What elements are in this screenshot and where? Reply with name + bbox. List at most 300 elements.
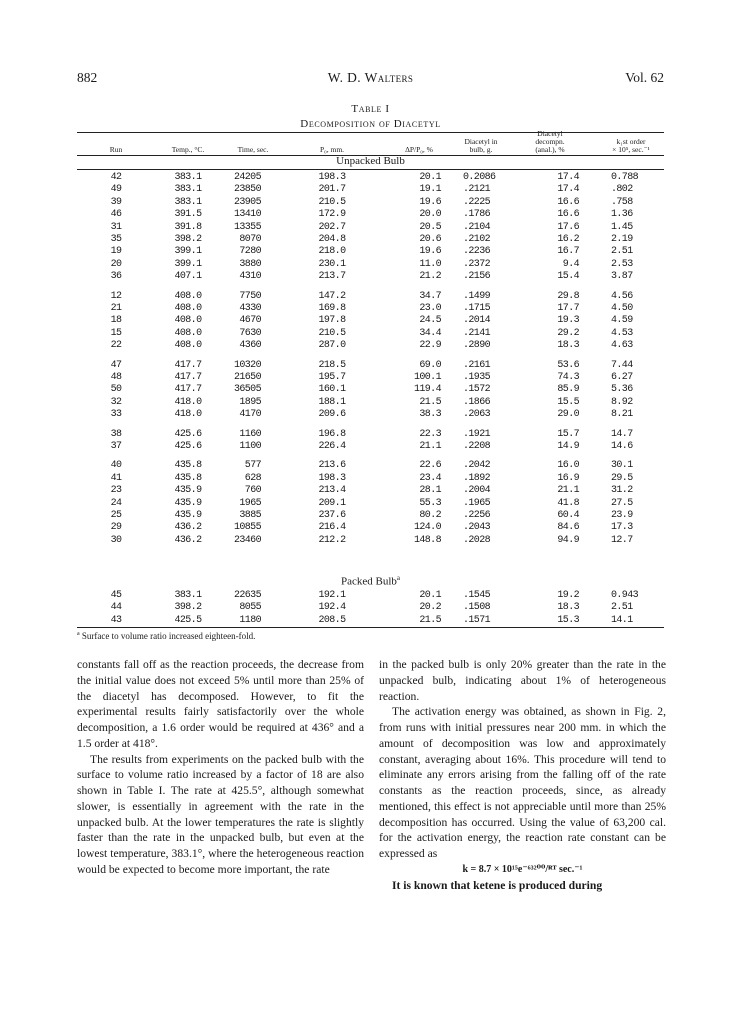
cell-decomp: 15.3 bbox=[557, 615, 579, 626]
cell-diacetyl: .2043 bbox=[463, 522, 491, 533]
table-bottom-rule bbox=[77, 627, 664, 628]
cell-run: 31 bbox=[110, 222, 122, 233]
cell-run: 23 bbox=[110, 485, 122, 496]
cell-time: 1160 bbox=[239, 429, 261, 440]
table-row bbox=[0, 271, 741, 283]
col-header-run: Run bbox=[109, 145, 123, 154]
cell-k: 2.19 bbox=[611, 234, 633, 245]
cell-diacetyl: .2014 bbox=[463, 315, 491, 326]
cell-p0: 237.6 bbox=[318, 510, 346, 521]
cell-diacetyl: .2890 bbox=[463, 340, 491, 351]
cell-temp: 425.6 bbox=[174, 429, 202, 440]
cell-time: 1100 bbox=[239, 441, 261, 452]
section-packed-footnote-mark: a bbox=[396, 574, 401, 582]
rate-equation: k = 8.7 × 10¹⁵e⁻⁶³²⁰⁰/ᴿᵀ sec.⁻¹ bbox=[462, 863, 583, 875]
cell-time: 23460 bbox=[233, 535, 261, 546]
cell-k: 31.2 bbox=[611, 485, 633, 496]
table-row bbox=[0, 328, 741, 340]
cell-decomp: 16.6 bbox=[557, 209, 579, 220]
cell-p0: 172.9 bbox=[318, 209, 346, 220]
cell-k: 7.44 bbox=[611, 360, 633, 371]
cell-run: 24 bbox=[110, 498, 122, 509]
cell-decomp: 18.3 bbox=[557, 340, 579, 351]
cell-run: 40 bbox=[110, 460, 122, 471]
table-row bbox=[0, 409, 741, 421]
cell-run: 49 bbox=[110, 184, 122, 195]
cell-decomp: 29.2 bbox=[557, 328, 579, 339]
cell-run: 47 bbox=[110, 360, 122, 371]
cell-temp: 417.7 bbox=[174, 372, 202, 383]
cell-time: 24205 bbox=[233, 172, 261, 183]
cell-diacetyl: .1935 bbox=[463, 372, 491, 383]
cell-k: 4.53 bbox=[611, 328, 633, 339]
table-row bbox=[0, 184, 741, 196]
cell-diacetyl: .1715 bbox=[463, 303, 491, 314]
table-row bbox=[0, 485, 741, 497]
cell-diacetyl: .2161 bbox=[463, 360, 491, 371]
cell-diacetyl: .1508 bbox=[463, 602, 491, 613]
cell-k: 4.63 bbox=[611, 340, 633, 351]
cell-temp: 383.1 bbox=[174, 172, 202, 183]
cell-decomp: 85.9 bbox=[557, 384, 579, 395]
cell-dp: 20.6 bbox=[419, 234, 441, 245]
cell-diacetyl: .2141 bbox=[463, 328, 491, 339]
cell-temp: 399.1 bbox=[174, 246, 202, 257]
cell-temp: 417.7 bbox=[174, 360, 202, 371]
col-header-diacetyl-line1: Diacetyl in bbox=[464, 137, 498, 146]
cell-p0: 210.5 bbox=[318, 328, 346, 339]
cell-p0: 147.2 bbox=[318, 291, 346, 302]
cell-diacetyl: .2256 bbox=[463, 510, 491, 521]
cell-dp: 124.0 bbox=[413, 522, 441, 533]
table-row bbox=[0, 372, 741, 384]
cell-p0: 216.4 bbox=[318, 522, 346, 533]
cell-k: 30.1 bbox=[611, 460, 633, 471]
cell-temp: 383.1 bbox=[174, 197, 202, 208]
cell-dp: 21.5 bbox=[419, 615, 441, 626]
cell-diacetyl: .2236 bbox=[463, 246, 491, 257]
cell-p0: 188.1 bbox=[318, 397, 346, 408]
table-title: Decomposition of Diacetyl bbox=[300, 118, 441, 130]
cell-decomp: 29.0 bbox=[557, 409, 579, 420]
cell-k: 14.7 bbox=[611, 429, 633, 440]
table-row bbox=[0, 172, 741, 184]
cell-temp: 398.2 bbox=[174, 234, 202, 245]
cell-p0: 210.5 bbox=[318, 197, 346, 208]
cell-decomp: 18.3 bbox=[557, 602, 579, 613]
cell-k: 4.56 bbox=[611, 291, 633, 302]
cell-diacetyl: .1571 bbox=[463, 615, 491, 626]
table-row bbox=[0, 340, 741, 352]
table-row bbox=[0, 441, 741, 453]
cell-dp: 21.2 bbox=[419, 271, 441, 282]
cell-temp: 425.6 bbox=[174, 441, 202, 452]
cell-time: 13355 bbox=[233, 222, 261, 233]
cell-diacetyl: .2372 bbox=[463, 259, 491, 270]
cell-diacetyl: .1545 bbox=[463, 590, 491, 601]
cell-temp: 408.0 bbox=[174, 328, 202, 339]
cell-decomp: 14.9 bbox=[557, 441, 579, 452]
cell-p0: 212.2 bbox=[318, 535, 346, 546]
cell-p0: 209.1 bbox=[318, 498, 346, 509]
cell-run: 33 bbox=[110, 409, 122, 420]
cell-temp: 408.0 bbox=[174, 340, 202, 351]
cell-decomp: 17.4 bbox=[557, 172, 579, 183]
body-column-left bbox=[77, 657, 364, 878]
cell-run: 25 bbox=[110, 510, 122, 521]
cell-temp: 418.0 bbox=[174, 397, 202, 408]
cell-p0: 209.6 bbox=[318, 409, 346, 420]
col-header-diacetyl-line2: bulb, g. bbox=[469, 145, 493, 154]
cell-time: 4170 bbox=[239, 409, 261, 420]
cell-k: 4.59 bbox=[611, 315, 633, 326]
cell-p0: 213.7 bbox=[318, 271, 346, 282]
cell-dp: 38.3 bbox=[419, 409, 441, 420]
cell-p0: 208.5 bbox=[318, 615, 346, 626]
cell-run: 38 bbox=[110, 429, 122, 440]
section-packed-label: Packed Bulb bbox=[340, 575, 397, 588]
cell-p0: 198.3 bbox=[318, 172, 346, 183]
cell-temp: 391.8 bbox=[174, 222, 202, 233]
cell-run: 32 bbox=[110, 397, 122, 408]
cell-dp: 55.3 bbox=[419, 498, 441, 509]
cell-dp: 20.5 bbox=[419, 222, 441, 233]
cell-dp: 21.5 bbox=[419, 397, 441, 408]
cell-p0: 192.1 bbox=[318, 590, 346, 601]
table-row bbox=[0, 522, 741, 534]
cell-run: 35 bbox=[110, 234, 122, 245]
cell-temp: 435.8 bbox=[174, 460, 202, 471]
author-name: W. D. Walters bbox=[327, 70, 414, 85]
cell-diacetyl: .2028 bbox=[463, 535, 491, 546]
cell-dp: 20.1 bbox=[419, 172, 441, 183]
cell-dp: 22.6 bbox=[419, 460, 441, 471]
cell-time: 7280 bbox=[239, 246, 261, 257]
cell-dp: 11.0 bbox=[419, 259, 441, 270]
cell-decomp: 16.2 bbox=[557, 234, 579, 245]
cell-run: 22 bbox=[110, 340, 122, 351]
cell-k: .758 bbox=[611, 197, 633, 208]
cell-dp: 69.0 bbox=[419, 360, 441, 371]
cell-decomp: 17.6 bbox=[557, 222, 579, 233]
cell-k: 1.36 bbox=[611, 209, 633, 220]
cell-dp: 19.6 bbox=[419, 246, 441, 257]
cell-diacetyl: .2102 bbox=[463, 234, 491, 245]
table-row bbox=[0, 384, 741, 396]
cell-decomp: 21.1 bbox=[557, 485, 579, 496]
cell-diacetyl: .1572 bbox=[463, 384, 491, 395]
col-header-decomp-line1: Diacetyl bbox=[537, 129, 563, 138]
cell-dp: 19.1 bbox=[419, 184, 441, 195]
right-paragraph-3: It is known that ketene is produced during bbox=[392, 878, 603, 892]
cell-run: 42 bbox=[110, 172, 122, 183]
col-header-decomp bbox=[520, 130, 580, 154]
cell-dp: 100.1 bbox=[413, 372, 441, 383]
cell-dp: 34.4 bbox=[419, 328, 441, 339]
cell-diacetyl: .2104 bbox=[463, 222, 491, 233]
cell-k: 6.27 bbox=[611, 372, 633, 383]
table-label: Table I bbox=[351, 103, 390, 115]
table-row bbox=[0, 602, 741, 614]
footnote-text: Surface to volume ratio increased eighteen-fold. bbox=[81, 631, 256, 641]
cell-temp: 399.1 bbox=[174, 259, 202, 270]
cell-run: 45 bbox=[110, 590, 122, 601]
cell-time: 13410 bbox=[233, 209, 261, 220]
table-row bbox=[0, 246, 741, 258]
cell-dp: 34.7 bbox=[419, 291, 441, 302]
cell-run: 15 bbox=[110, 328, 122, 339]
table-row bbox=[0, 429, 741, 441]
cell-time: 4360 bbox=[239, 340, 261, 351]
cell-dp: 20.2 bbox=[419, 602, 441, 613]
cell-k: 14.1 bbox=[611, 615, 633, 626]
cell-time: 7750 bbox=[239, 291, 261, 302]
cell-p0: 160.1 bbox=[318, 384, 346, 395]
cell-p0: 202.7 bbox=[318, 222, 346, 233]
cell-decomp: 19.2 bbox=[557, 590, 579, 601]
cell-diacetyl: 0.2086 bbox=[463, 172, 496, 183]
table-row bbox=[0, 615, 741, 627]
cell-run: 41 bbox=[110, 473, 122, 484]
cell-time: 4330 bbox=[239, 303, 261, 314]
cell-k: 3.87 bbox=[611, 271, 633, 282]
cell-time: 8070 bbox=[239, 234, 261, 245]
table-row bbox=[0, 460, 741, 472]
cell-temp: 435.8 bbox=[174, 473, 202, 484]
cell-decomp: 60.4 bbox=[557, 510, 579, 521]
table-row bbox=[0, 291, 741, 303]
table-row bbox=[0, 360, 741, 372]
cell-diacetyl: .2004 bbox=[463, 485, 491, 496]
cell-p0: 213.4 bbox=[318, 485, 346, 496]
cell-k: 8.92 bbox=[611, 397, 633, 408]
table-row bbox=[0, 510, 741, 522]
cell-time: 3880 bbox=[239, 259, 261, 270]
cell-k: 12.7 bbox=[611, 535, 633, 546]
cell-dp: 23.4 bbox=[419, 473, 441, 484]
cell-diacetyl: .2225 bbox=[463, 197, 491, 208]
col-header-k-line1: k₁st order bbox=[616, 137, 646, 146]
cell-diacetyl: .2208 bbox=[463, 441, 491, 452]
cell-dp: 20.0 bbox=[419, 209, 441, 220]
cell-run: 36 bbox=[110, 271, 122, 282]
cell-decomp: 29.8 bbox=[557, 291, 579, 302]
cell-decomp: 16.9 bbox=[557, 473, 579, 484]
section-unpacked-rule bbox=[77, 169, 664, 170]
cell-k: 27.5 bbox=[611, 498, 633, 509]
volume-number: Vol. 62 bbox=[625, 70, 664, 85]
cell-decomp: 74.3 bbox=[557, 372, 579, 383]
table-row bbox=[0, 303, 741, 315]
cell-k: 4.50 bbox=[611, 303, 633, 314]
cell-p0: 196.8 bbox=[318, 429, 346, 440]
cell-run: 50 bbox=[110, 384, 122, 395]
cell-p0: 195.7 bbox=[318, 372, 346, 383]
cell-decomp: 17.4 bbox=[557, 184, 579, 195]
cell-k: 8.21 bbox=[611, 409, 633, 420]
table-row bbox=[0, 222, 741, 234]
cell-p0: 201.7 bbox=[318, 184, 346, 195]
cell-diacetyl: .1786 bbox=[463, 209, 491, 220]
cell-run: 18 bbox=[110, 315, 122, 326]
cell-temp: 435.9 bbox=[174, 510, 202, 521]
cell-decomp: 16.6 bbox=[557, 197, 579, 208]
cell-diacetyl: .1921 bbox=[463, 429, 491, 440]
cell-decomp: 94.9 bbox=[557, 535, 579, 546]
table-row bbox=[0, 234, 741, 246]
cell-p0: 218.5 bbox=[318, 360, 346, 371]
cell-k: 0.788 bbox=[611, 172, 639, 183]
cell-dp: 20.1 bbox=[419, 590, 441, 601]
cell-temp: 391.5 bbox=[174, 209, 202, 220]
cell-dp: 80.2 bbox=[419, 510, 441, 521]
cell-run: 20 bbox=[110, 259, 122, 270]
cell-decomp: 84.6 bbox=[557, 522, 579, 533]
cell-k: 17.3 bbox=[611, 522, 633, 533]
cell-p0: 192.4 bbox=[318, 602, 346, 613]
cell-run: 19 bbox=[110, 246, 122, 257]
section-packed bbox=[0, 574, 741, 588]
cell-dp: 24.5 bbox=[419, 315, 441, 326]
cell-run: 12 bbox=[110, 291, 122, 302]
cell-decomp: 9.4 bbox=[562, 259, 579, 270]
cell-dp: 22.3 bbox=[419, 429, 441, 440]
cell-temp: 418.0 bbox=[174, 409, 202, 420]
cell-run: 43 bbox=[110, 615, 122, 626]
col-header-diacetyl bbox=[452, 138, 510, 154]
cell-temp: 383.1 bbox=[174, 590, 202, 601]
col-header-dp: ΔP/P₀, % bbox=[405, 145, 433, 154]
cell-k: 2.53 bbox=[611, 259, 633, 270]
cell-temp: 407.1 bbox=[174, 271, 202, 282]
col-header-p0: P₀, mm. bbox=[319, 145, 345, 154]
cell-p0: 218.0 bbox=[318, 246, 346, 257]
cell-temp: 435.9 bbox=[174, 498, 202, 509]
col-header-k bbox=[598, 138, 664, 154]
cell-time: 760 bbox=[244, 485, 261, 496]
cell-dp: 23.0 bbox=[419, 303, 441, 314]
col-header-k-line2: × 10⁵, sec.⁻¹ bbox=[612, 145, 650, 154]
cell-diacetyl: .1965 bbox=[463, 498, 491, 509]
cell-run: 21 bbox=[110, 303, 122, 314]
table-row bbox=[0, 315, 741, 327]
right-paragraph-1: in the packed bulb is only 20% greater than the rate in the unpacked bulb, indicating about 1% of heterogeneous reaction. bbox=[379, 658, 666, 703]
cell-dp: 119.4 bbox=[413, 384, 441, 395]
cell-diacetyl: .2121 bbox=[463, 184, 491, 195]
cell-temp: 435.9 bbox=[174, 485, 202, 496]
running-header bbox=[77, 70, 664, 88]
cell-run: 44 bbox=[110, 602, 122, 613]
cell-run: 46 bbox=[110, 209, 122, 220]
cell-time: 10320 bbox=[233, 360, 261, 371]
cell-decomp: 15.4 bbox=[557, 271, 579, 282]
col-header-decomp-line3: (anal.), % bbox=[535, 145, 565, 154]
cell-p0: 197.8 bbox=[318, 315, 346, 326]
col-header-decomp-line2: decompn. bbox=[535, 137, 565, 146]
cell-decomp: 16.7 bbox=[557, 246, 579, 257]
cell-time: 4670 bbox=[239, 315, 261, 326]
cell-time: 4310 bbox=[239, 271, 261, 282]
cell-temp: 408.0 bbox=[174, 315, 202, 326]
cell-k: 23.9 bbox=[611, 510, 633, 521]
cell-diacetyl: .1866 bbox=[463, 397, 491, 408]
cell-temp: 408.0 bbox=[174, 303, 202, 314]
cell-run: 30 bbox=[110, 535, 122, 546]
cell-decomp: 16.0 bbox=[557, 460, 579, 471]
table-row bbox=[0, 397, 741, 409]
cell-dp: 28.1 bbox=[419, 485, 441, 496]
cell-temp: 417.7 bbox=[174, 384, 202, 395]
left-paragraph-2: The results from experiments on the packed bulb with the surface to volume ratio increased by a factor of 18 are also shown in Table I. The rate at 425.5°, although somewhat slower, is essentially in agreement with the rate in the unpacked bulb. At the lower temperatures the rate is slightly faster than the rate in the unpacked bulb, but even at the lowest temperature, 383.1°, where the heterogeneous reaction would be expected to become more important, the rate bbox=[77, 752, 364, 876]
table-row bbox=[0, 197, 741, 209]
cell-p0: 213.6 bbox=[318, 460, 346, 471]
cell-time: 36505 bbox=[233, 384, 261, 395]
cell-dp: 19.6 bbox=[419, 197, 441, 208]
cell-dp: 148.8 bbox=[413, 535, 441, 546]
cell-time: 7630 bbox=[239, 328, 261, 339]
cell-temp: 408.0 bbox=[174, 291, 202, 302]
cell-k: 2.51 bbox=[611, 602, 633, 613]
col-header-temp: Temp., °C. bbox=[171, 145, 205, 154]
cell-time: 8055 bbox=[239, 602, 261, 613]
cell-decomp: 41.8 bbox=[557, 498, 579, 509]
cell-diacetyl: .1892 bbox=[463, 473, 491, 484]
cell-time: 23905 bbox=[233, 197, 261, 208]
cell-k: 5.36 bbox=[611, 384, 633, 395]
cell-diacetyl: .2156 bbox=[463, 271, 491, 282]
section-unpacked: Unpacked Bulb bbox=[336, 155, 405, 167]
cell-dp: 22.9 bbox=[419, 340, 441, 351]
cell-p0: 230.1 bbox=[318, 259, 346, 270]
cell-temp: 383.1 bbox=[174, 184, 202, 195]
cell-run: 37 bbox=[110, 441, 122, 452]
cell-k: 1.45 bbox=[611, 222, 633, 233]
cell-diacetyl: .2063 bbox=[463, 409, 491, 420]
cell-k: 14.6 bbox=[611, 441, 633, 452]
cell-k: 0.943 bbox=[611, 590, 639, 601]
cell-run: 39 bbox=[110, 197, 122, 208]
cell-p0: 204.8 bbox=[318, 234, 346, 245]
cell-decomp: 15.7 bbox=[557, 429, 579, 440]
cell-run: 29 bbox=[110, 522, 122, 533]
right-paragraph-2: The activation energy was obtained, as shown in Fig. 2, from runs with initial pressures near 200 mm. in which the amount of decomposition was low and approximately constant, averaging about 16%. This procedure will tend to eliminate any errors arising from the falling off of the rate constants as the reaction proceeds, since, as already mentioned, this effect is not appreciable until more than 25% decomposition has occurred. Using the value of 63,200 cal. for the activation energy, the reaction rate constant can be expressed as bbox=[379, 705, 666, 860]
body-column-right bbox=[379, 657, 666, 893]
left-paragraph-1: constants fall off as the reaction proceeds, the decrease from the initial value does not exceed 5% until more than 25% of the diacetyl has decomposed. However, to fit the experimental results fairly satisfactorily over the whole decomposition, a 1.6 order would be required at 436° and a 1.5 order at 418°. bbox=[77, 658, 364, 750]
cell-p0: 287.0 bbox=[318, 340, 346, 351]
cell-decomp: 19.3 bbox=[557, 315, 579, 326]
cell-dp: 21.1 bbox=[419, 441, 441, 452]
cell-temp: 436.2 bbox=[174, 522, 202, 533]
footnote-mark: a bbox=[77, 631, 80, 637]
table-row bbox=[0, 498, 741, 510]
cell-run: 48 bbox=[110, 372, 122, 383]
cell-decomp: 15.5 bbox=[557, 397, 579, 408]
table-row bbox=[0, 209, 741, 221]
cell-k: 29.5 bbox=[611, 473, 633, 484]
table-row bbox=[0, 590, 741, 602]
cell-diacetyl: .2042 bbox=[463, 460, 491, 471]
cell-p0: 198.3 bbox=[318, 473, 346, 484]
table-row bbox=[0, 473, 741, 485]
cell-k: 2.51 bbox=[611, 246, 633, 257]
cell-temp: 425.5 bbox=[174, 615, 202, 626]
cell-time: 3885 bbox=[239, 510, 261, 521]
cell-p0: 226.4 bbox=[318, 441, 346, 452]
cell-temp: 436.2 bbox=[174, 535, 202, 546]
page-number: 882 bbox=[77, 70, 98, 85]
cell-time: 10855 bbox=[233, 522, 261, 533]
cell-time: 577 bbox=[244, 460, 261, 471]
